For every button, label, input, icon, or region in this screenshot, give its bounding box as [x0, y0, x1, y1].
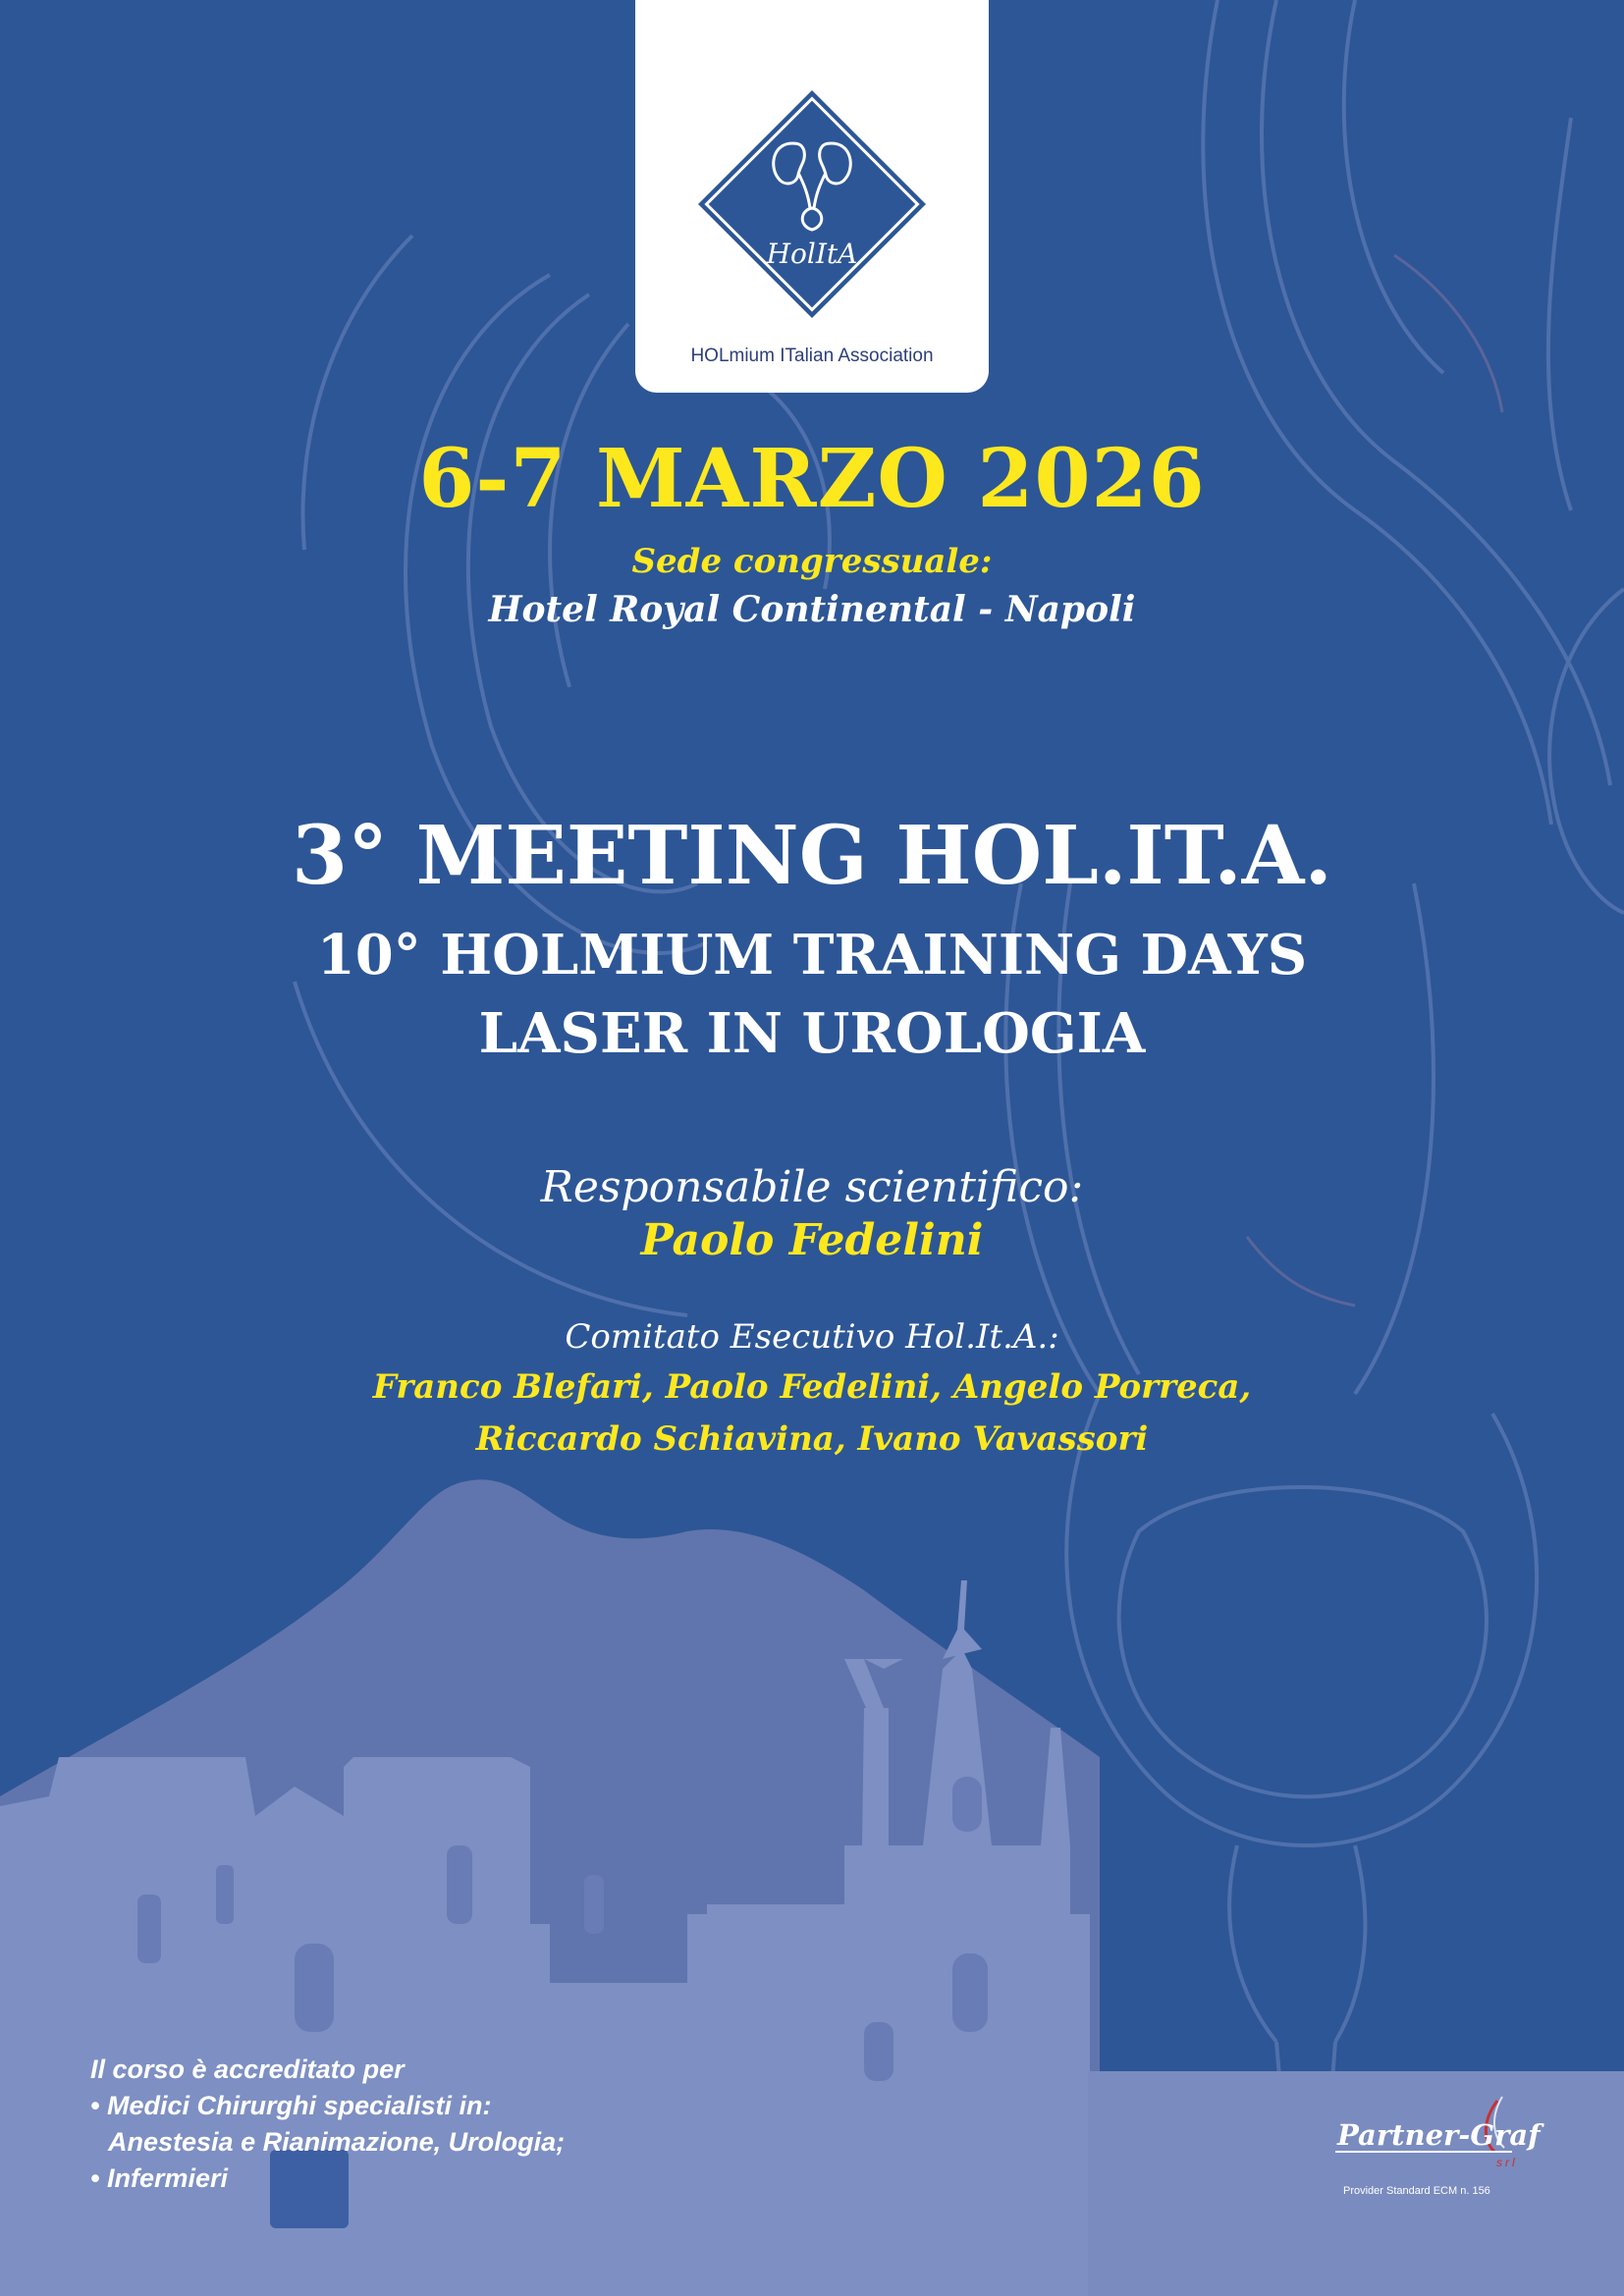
provider-suffix: srl — [1496, 2156, 1518, 2169]
accreditation-intro: Il corso è accreditato per — [90, 2055, 405, 2084]
holita-logo-card — [635, 0, 989, 393]
laser-title: LASER IN UROLOGIA — [478, 1001, 1146, 1066]
meeting-title: 3° MEETING HOL.IT.A. — [292, 809, 1332, 903]
responsabile-name: Paolo Fedelini — [640, 1215, 984, 1265]
accreditation-note — [90, 2052, 565, 2197]
comitato-members-line1: Franco Blefari, Paolo Fedelini, Angelo Porreca, — [372, 1367, 1252, 1407]
venue-name: Hotel Royal Continental - Napoli — [488, 589, 1136, 630]
comitato-members-line2: Riccardo Schiavina, Ivano Vavassori — [475, 1419, 1149, 1459]
logo-caption: HOLmium ITalian Association — [690, 346, 934, 366]
accreditation-item-infermieri: • Infermieri — [90, 2163, 228, 2193]
responsabile-label: Responsabile scientifico: — [540, 1162, 1084, 1212]
comitato-label: Comitato Esecutivo Hol.It.A.: — [565, 1317, 1059, 1357]
provider-name: Partner-Graf — [1337, 2118, 1541, 2152]
accreditation-item-medici: • Medici Chirurghi specialisti in: — [90, 2091, 492, 2120]
accreditation-item-medici-detail: Anestesia e Rianimazione, Urologia; — [108, 2127, 566, 2157]
provider-standard-text: Provider Standard ECM n. 156 — [1343, 2185, 1490, 2197]
venue-label: Sede congressuale: — [631, 542, 993, 581]
training-days-title: 10° HOLMIUM TRAINING DAYS — [316, 923, 1308, 988]
event-dates: 6-7 MARZO 2026 — [418, 432, 1206, 526]
holita-logo-text: HolItA — [766, 238, 858, 270]
holita-logo-mark — [694, 86, 930, 332]
